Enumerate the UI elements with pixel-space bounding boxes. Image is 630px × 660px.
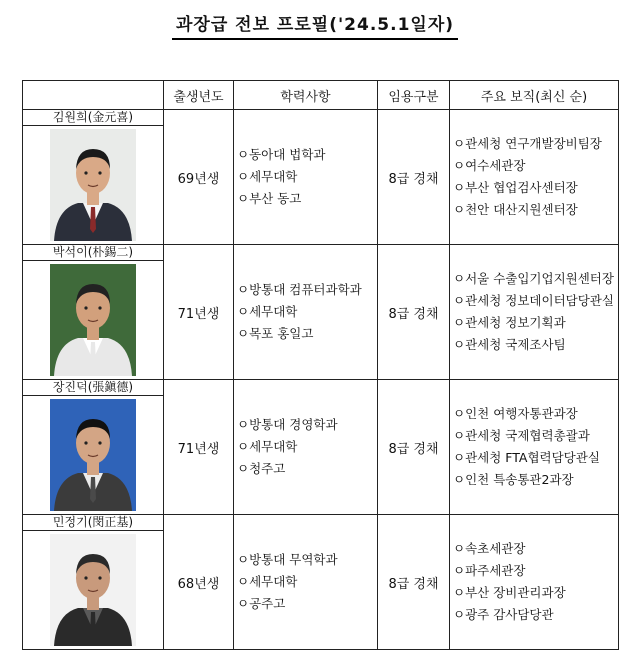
education-item: ㅇ세무대학 xyxy=(237,439,298,454)
positions-list xyxy=(450,245,619,380)
position-item: ㅇ인천 특송통관2과장 xyxy=(453,472,574,487)
portrait-photo xyxy=(50,129,136,241)
person-name: 박석이(朴錫二) xyxy=(23,245,164,261)
education-item: ㅇ부산 동고 xyxy=(237,191,302,206)
education-item: ㅇ세무대학 xyxy=(237,304,298,319)
position-item: ㅇ관세청 정보데이터담당관실 xyxy=(453,293,614,308)
name-row xyxy=(23,515,619,531)
appointment-type: 8급 경채 xyxy=(378,110,450,245)
photo-cell xyxy=(23,126,164,245)
position-item: ㅇ천안 대산지원센터장 xyxy=(453,202,578,217)
birth-year: 71년생 xyxy=(164,380,234,515)
position-item: ㅇ서울 수출입기업지원센터장 xyxy=(453,271,614,286)
education-item: ㅇ방통대 무역학과 xyxy=(237,552,338,567)
position-item: ㅇ관세청 정보기획과 xyxy=(453,315,566,330)
position-item: ㅇ부산 협업검사센터장 xyxy=(453,180,578,195)
person-name: 김원희(金元喜) xyxy=(23,110,164,126)
position-item: ㅇ광주 감사담당관 xyxy=(453,607,554,622)
position-item: ㅇ관세청 연구개발장비팀장 xyxy=(453,136,602,151)
education-item: ㅇ세무대학 xyxy=(237,169,298,184)
profile-table xyxy=(22,80,619,650)
education-item: ㅇ청주고 xyxy=(237,461,286,476)
header-row xyxy=(23,81,619,110)
name-row xyxy=(23,110,619,126)
position-item: ㅇ파주세관장 xyxy=(453,563,526,578)
birth-year: 69년생 xyxy=(164,110,234,245)
position-item: ㅇ인천 여행자통관과장 xyxy=(453,406,578,421)
name-row xyxy=(23,380,619,396)
header-education: 학력사항 xyxy=(234,81,378,110)
birth-year: 68년생 xyxy=(164,515,234,650)
positions-list xyxy=(450,110,619,245)
photo-cell xyxy=(23,396,164,515)
birth-year: 71년생 xyxy=(164,245,234,380)
name-row xyxy=(23,245,619,261)
education-item: ㅇ공주고 xyxy=(237,596,286,611)
position-item: ㅇ부산 장비관리과장 xyxy=(453,585,566,600)
positions-list xyxy=(450,380,619,515)
appointment-type: 8급 경채 xyxy=(378,380,450,515)
education-item: ㅇ방통대 컴퓨터과학과 xyxy=(237,282,362,297)
photo-cell xyxy=(23,261,164,380)
header-photo xyxy=(23,81,164,110)
portrait-photo xyxy=(50,399,136,511)
education-list xyxy=(234,110,378,245)
position-item: ㅇ관세청 국제협력총괄과 xyxy=(453,428,590,443)
position-item: ㅇ여수세관장 xyxy=(453,158,526,173)
header-positions: 주요 보직(최신 순) xyxy=(450,81,619,110)
education-item: ㅇ방통대 경영학과 xyxy=(237,417,338,432)
header-birth: 출생년도 xyxy=(164,81,234,110)
page-title-text: 과장급 전보 프로필('24.5.1일자) xyxy=(172,15,458,40)
appointment-type: 8급 경채 xyxy=(378,245,450,380)
position-item: ㅇ속초세관장 xyxy=(453,541,526,556)
portrait-photo xyxy=(50,534,136,646)
position-item: ㅇ관세청 FTA협력담당관실 xyxy=(453,450,600,465)
photo-cell xyxy=(23,531,164,650)
positions-list xyxy=(450,515,619,650)
education-item: ㅇ동아대 법학과 xyxy=(237,147,326,162)
person-name: 민정기(閔正基) xyxy=(23,515,164,531)
education-item: ㅇ세무대학 xyxy=(237,574,298,589)
education-list xyxy=(234,245,378,380)
page-title xyxy=(0,10,630,35)
person-name: 장진덕(張鎭德) xyxy=(23,380,164,396)
position-item: ㅇ관세청 국제조사팀 xyxy=(453,337,566,352)
profile-rows xyxy=(23,110,619,650)
education-list xyxy=(234,380,378,515)
education-item: ㅇ목포 홍일고 xyxy=(237,326,314,341)
education-list xyxy=(234,515,378,650)
portrait-photo xyxy=(50,264,136,376)
header-appointment: 임용구분 xyxy=(378,81,450,110)
appointment-type: 8급 경채 xyxy=(378,515,450,650)
